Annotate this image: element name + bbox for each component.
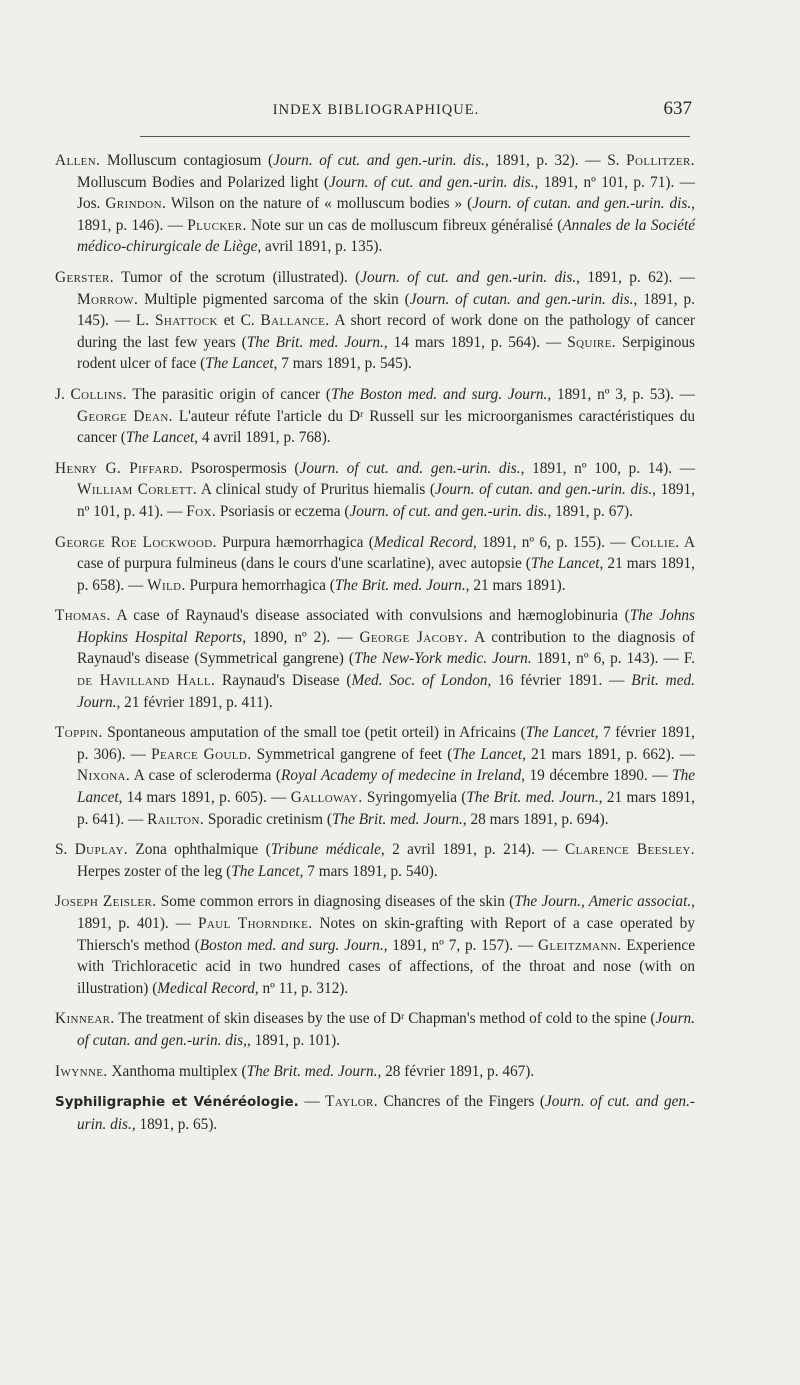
bibliography-body	[55, 150, 695, 1144]
bibliography-entry	[55, 605, 695, 713]
entry-text: Molluscum Bodies and Polarized light (	[77, 173, 329, 191]
entry-text: Symmetrical gangrene of feet (	[251, 745, 453, 763]
author-name: Gleitzmann.	[537, 936, 622, 954]
author-name: Collie.	[630, 533, 680, 551]
entry-text: —	[298, 1093, 326, 1111]
bibliography-entry	[55, 722, 695, 830]
author-name: Pollitzer.	[626, 152, 695, 169]
journal-title: The Brit. med. Journ.	[246, 1062, 378, 1080]
entry-text: , avril 1891, p. 135).	[257, 238, 383, 256]
entry-text: Note sur un cas de molluscum fibreux généralisé (	[246, 216, 563, 234]
author-name: Fox.	[186, 502, 217, 520]
entry-text: , 1891, nº 6, p. 155). —	[472, 533, 631, 551]
header-rule	[140, 136, 690, 137]
entry-text: Multiple pigmented sarcoma of the skin (	[138, 290, 410, 308]
journal-title: Tribune médicale	[270, 841, 381, 859]
journal-title: The Brit. med. Journ.	[331, 810, 463, 828]
author-name: Gerster.	[55, 268, 115, 286]
entry-text: , 2 avril 1891, p. 214). —	[380, 841, 565, 859]
entry-text: A case of purpura fulmineus (dans le cours d'une scarlatine), avec autopsie (	[77, 533, 695, 573]
journal-title: Journ. of cutan. and gen.-urin. dis,	[77, 1010, 695, 1049]
author-name: Iwynne.	[55, 1062, 108, 1080]
journal-title: Boston med. and surg. Journ.	[199, 936, 384, 954]
bibliography-entry	[55, 1091, 695, 1135]
entry-text: The parasitic origin of cancer (	[126, 385, 331, 403]
page-number: 637	[663, 98, 692, 119]
entry-text: Zona ophthalmique (	[128, 841, 271, 859]
author-name: George Roe Lockwood.	[55, 533, 217, 551]
bibliography-entry	[55, 458, 695, 523]
entry-text: , 1891, p. 146). —	[77, 195, 695, 234]
journal-title: The New-York medic. Journ.	[353, 650, 532, 668]
author-name: Shattock	[154, 312, 218, 330]
author-name: Pearce Gould.	[151, 745, 252, 763]
journal-title: Journ. of cutan. and gen.-urin. dis.	[409, 290, 634, 308]
entry-text: Molluscum contagiosum (	[100, 152, 274, 169]
entry-text: , 21 février 1891, p. 411).	[116, 693, 273, 711]
journal-title: Med. Soc. of London	[351, 672, 488, 690]
author-name: de Havilland Hall.	[77, 672, 216, 690]
journal-title: Journ. of cut. and gen.-urin. dis.	[273, 152, 485, 169]
journal-title: Journ. of cut. and gen.-urin. dis.	[360, 268, 577, 286]
bibliography-entry	[55, 267, 695, 375]
author-name: Ballance.	[260, 312, 330, 330]
entry-text: , 21 mars 1891).	[465, 576, 566, 594]
entry-text: Psorospermosis (	[183, 459, 300, 477]
running-title: INDEX BIBLIOGRAPHIQUE.	[272, 102, 480, 118]
journal-title: Journ. of cut. and gen.-urin. dis.	[349, 502, 548, 520]
entry-text: , 14 mars 1891, p. 605). —	[118, 789, 291, 807]
journal-title: The Brit. med. Journ.	[466, 789, 599, 807]
entry-text: , 28 mars 1891, p. 694).	[462, 810, 609, 828]
author-name: Taylor.	[325, 1093, 379, 1111]
entry-text: , 1891, p. 62). —	[576, 268, 695, 286]
bibliography-entry	[55, 839, 695, 882]
entry-text: A case of Raynaud's disease associated with convulsions and hæmoglobinuria (	[110, 607, 630, 625]
entry-text: Psoriasis or eczema (	[216, 502, 350, 520]
entry-text: J.	[55, 385, 71, 403]
entry-text: , 1891, nº 101, p. 41). —	[77, 481, 695, 520]
author-name: Henry G. Piffard.	[55, 459, 184, 477]
entry-text: , 1891, p. 32). — S.	[484, 152, 627, 169]
journal-title: The Lancet	[452, 745, 523, 763]
author-name: William Corlett.	[77, 481, 198, 499]
entry-text: et C.	[217, 312, 261, 330]
entry-text: Experience with Trichloracetic acid in two hundred cases of affections, of the throat and nose (with on illustration) (	[77, 936, 696, 997]
journal-title: The Brit. med. Journ.	[334, 576, 466, 594]
entry-text: L'auteur réfute l'article du Dʳ Russell sur les microorganismes caractéristiques du cancer (	[77, 407, 695, 447]
author-name: Plucker.	[187, 216, 247, 234]
entry-text: , 21 mars 1891, p. 658). —	[77, 555, 695, 594]
entry-text: A clinical study of Pruritus hiemalis (	[197, 481, 435, 499]
journal-title: The Boston med. and surg. Journ.	[330, 385, 548, 403]
journal-title: The Lancet	[205, 355, 274, 373]
journal-title: The Lancet	[525, 724, 595, 742]
journal-title: The Journ., Americ associat.	[514, 893, 692, 911]
bibliography-entry	[55, 532, 695, 597]
entry-text: A short record of work done on the pathology of cancer during the last few years (	[77, 312, 695, 351]
entry-text: 1891, nº 6, p. 143). — F.	[531, 650, 696, 668]
author-name: Morrow.	[77, 290, 139, 308]
entry-text: Serpiginous rodent ulcer of face (	[77, 333, 695, 373]
journal-title: The Johns Hopkins Hospital Reports	[77, 607, 695, 646]
journal-title: The Lancet	[77, 767, 696, 807]
entry-text: , 1891, p. 101).	[246, 1031, 341, 1049]
entry-text: , 1891, nº 100, p. 14). —	[520, 459, 696, 477]
entry-text: , 1891, p. 65).	[131, 1115, 218, 1133]
entry-text: , 21 mars 1891, p. 641). —	[77, 789, 695, 828]
entry-text: S.	[55, 841, 75, 859]
author-name: Grindon.	[105, 195, 167, 213]
journal-title: Royal Academy of medecine in Ireland	[281, 767, 522, 785]
entry-text: Some common errors in diagnosing diseases of the skin (	[156, 893, 515, 911]
author-name: Paul Thorndike.	[198, 915, 313, 932]
author-name: Kinnear.	[55, 1010, 115, 1028]
author-name: Duplay.	[74, 841, 129, 859]
entry-text: Syringomyelia (	[362, 789, 467, 807]
entry-text: , 1891, nº 7, p. 157). —	[383, 936, 538, 954]
entry-text: Spontaneous amputation of the small toe (petit orteil) in Africains (	[102, 724, 526, 742]
author-name: Squire.	[567, 333, 616, 351]
entry-text: , 1891, p. 67).	[547, 502, 633, 520]
entry-text: , 7 mars 1891, p. 540).	[299, 862, 438, 880]
journal-title: The Brit. med. Journ.	[246, 333, 384, 351]
entry-text: , 16 février 1891. —	[487, 672, 632, 690]
journal-title: Journ. of cut. and gen.-urin. dis.	[77, 1093, 695, 1133]
journal-title: Journ. of cutan. and gen.-urin. dis.	[434, 481, 653, 499]
journal-title: The Lancet	[125, 429, 195, 447]
bibliography-entry	[55, 1008, 695, 1051]
entry-text: Purpura hemorrhagica (	[185, 576, 335, 594]
bibliography-entry	[55, 891, 695, 999]
journal-title: Journ. of cutan. and gen.-urin. dis.	[472, 195, 692, 213]
entry-text: A contribution to the diagnosis of Raynaud's disease (Symmetrical gangrene) (	[77, 628, 696, 668]
entry-text: Tumor of the scrotum (illustrated). (	[114, 268, 361, 286]
entry-text: Purpura hæmorrhagica (	[216, 533, 374, 551]
entry-text: , 1891, nº 101, p. 71). — Jos.	[77, 173, 695, 213]
entry-text: , 1891, nº 3, p. 53). —	[547, 385, 695, 403]
author-name: Galloway.	[290, 789, 363, 807]
entry-text: , 7 mars 1891, p. 545).	[273, 355, 412, 373]
entry-text: , 19 décembre 1890. —	[521, 767, 673, 785]
author-name: Clarence Beesley.	[564, 841, 696, 859]
entry-text: , 21 mars 1891, p. 662). —	[522, 745, 695, 763]
entry-text: , 1890, nº 2). —	[242, 628, 360, 646]
section-heading: Syphiligraphie et Vénéréologie.	[55, 1094, 299, 1111]
author-name: George Dean.	[77, 407, 173, 425]
page-header	[60, 98, 692, 126]
entry-text: , 1891, p. 145). — L.	[77, 290, 695, 330]
bibliography-entry	[55, 384, 695, 449]
author-name: Nixona.	[77, 767, 131, 785]
author-name: Toppin.	[55, 724, 103, 742]
author-name: George Jacoby.	[359, 628, 469, 646]
author-name: Railton.	[147, 810, 205, 828]
entry-text: A case of scleroderma (	[130, 767, 282, 785]
entry-text: Chancres of the Fingers (	[378, 1093, 545, 1111]
entry-text: , 7 février 1891, p. 306). —	[77, 724, 696, 763]
entry-text: Notes on skin-grafting with Report of a case operated by Thiersch's method (	[77, 915, 695, 954]
bibliography-entry	[55, 1061, 695, 1083]
journal-title: The Lancet	[530, 555, 600, 573]
journal-title: Medical Record	[373, 533, 473, 551]
journal-title: Medical Record	[157, 979, 255, 997]
entry-text: , 1891, p. 401). —	[77, 893, 695, 932]
journal-title: Annales de la Société médico-chirurgicale de Liège	[77, 216, 695, 256]
author-name: Thomas.	[55, 607, 111, 625]
journal-title: Journ. of cut. and gen.-urin. dis.	[328, 173, 535, 191]
entry-text: , 4 avril 1891, p. 768).	[194, 429, 331, 447]
bibliography-entry	[55, 150, 695, 258]
author-name: Allen.	[55, 152, 101, 169]
author-name: Joseph Zeisler.	[55, 893, 157, 911]
entry-text: Herpes zoster of the leg (	[77, 862, 232, 880]
author-name: Wild.	[147, 576, 186, 594]
entry-text: Sporadic cretinism (	[204, 810, 332, 828]
author-name: Collins.	[70, 385, 127, 403]
entry-text: , 14 mars 1891, p. 564). —	[383, 333, 568, 351]
journal-title: Journ. of cut. and. gen.-urin. dis.	[299, 459, 521, 477]
entry-text: Wilson on the nature of « molluscum bodies » (	[166, 195, 473, 213]
entry-text: , 28 février 1891, p. 467).	[377, 1062, 535, 1080]
journal-title: Brit. med. Journ.	[77, 672, 695, 711]
entry-text: Xanthoma multiplex (	[107, 1062, 247, 1080]
entry-text: The treatment of skin diseases by the use of Dʳ Chapman's method of cold to the spine (	[114, 1010, 656, 1028]
entry-text: , nº 11, p. 312).	[254, 979, 349, 997]
journal-title: The Lancet	[231, 862, 300, 880]
entry-text: Raynaud's Disease (	[215, 672, 352, 690]
